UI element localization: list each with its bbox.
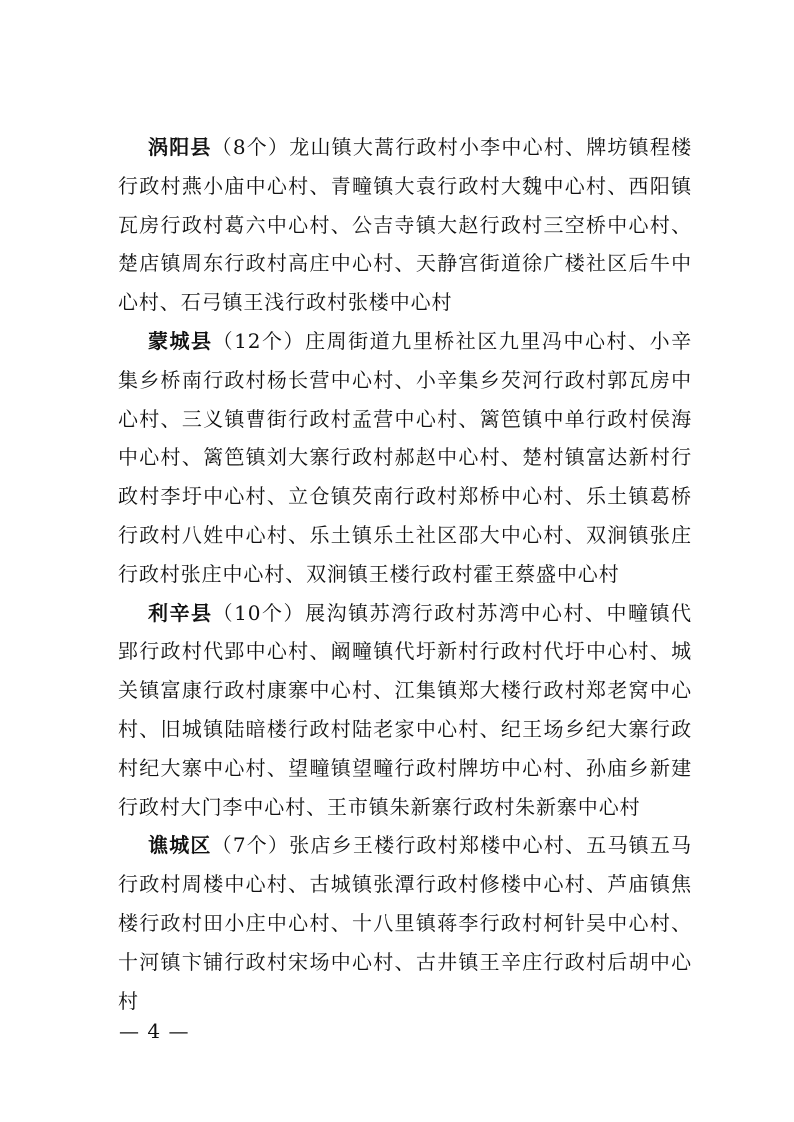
village-count: （12个）	[212, 328, 306, 353]
county-name: 涡阳县	[148, 135, 212, 159]
section-guoyang	[118, 128, 692, 322]
section-mengcheng	[118, 322, 692, 594]
county-name: 谯城区	[148, 833, 212, 858]
section-lixin	[118, 594, 692, 827]
village-count: （7个）	[211, 833, 290, 858]
village-list: 庄周街道九里桥社区九里冯中心村、小辛集乡桥南行政村杨长营中心村、小辛集乡芡河行政村郭瓦房中心村、三义镇曹街行政村孟营中心村、篱笆镇中单行政村侯海中心村、篱笆镇刘大寨行政村郝赵中心村、楚村镇富达新村行政村李圩中心村、立仓镇芡南行政村郑桥中心村、乐土镇葛桥行政村八姓中心村、乐土镇乐土社区邵大中心村、双涧镇张庄行政村张庄中心村、双涧镇王楼行政村霍王蔡盛中心村	[118, 328, 693, 586]
county-name: 利辛县	[148, 600, 213, 625]
section-qiaocheng	[118, 826, 692, 1020]
page-number: — 4 —	[119, 1019, 190, 1043]
village-list: 龙山镇大蒿行政村小李中心村、牌坊镇程楼行政村燕小庙中心村、青疃镇大袁行政村大魏中心村、西阳镇瓦房行政村葛六中心村、公吉寺镇大赵行政村三空桥中心村、楚店镇周东行政村高庄中心村、天静宫街道徐广楼社区后牛中心村、石弓镇王浅行政村张楼中心村	[118, 135, 693, 315]
village-list: 张店乡王楼行政村郑楼中心村、五马镇五马行政村周楼中心村、古城镇张潭行政村修楼中心村、芦庙镇焦楼行政村田小庄中心村、十八里镇蒋李行政村柯针吴中心村、十河镇卞铺行政村宋场中心村、古井镇王辛庄行政村后胡中心村	[118, 833, 693, 1013]
county-name: 蒙城县	[148, 328, 213, 353]
village-count: （10个）	[212, 600, 306, 625]
village-count: （8个）	[211, 135, 290, 159]
document-body	[118, 128, 692, 1020]
village-list: 展沟镇苏湾行政村苏湾中心村、中疃镇代郢行政村代郢中心村、阚疃镇代圩新村行政村代圩中心村、城关镇富康行政村康寨中心村、江集镇郑大楼行政村郑老窝中心村、旧城镇陆暗楼行政村陆老家中心村、纪王场乡纪大寨行政村纪大寨中心村、望疃镇望疃行政村牌坊中心村、孙庙乡新建行政村大门李中心村、王市镇朱新寨行政村朱新寨中心村	[118, 600, 693, 819]
